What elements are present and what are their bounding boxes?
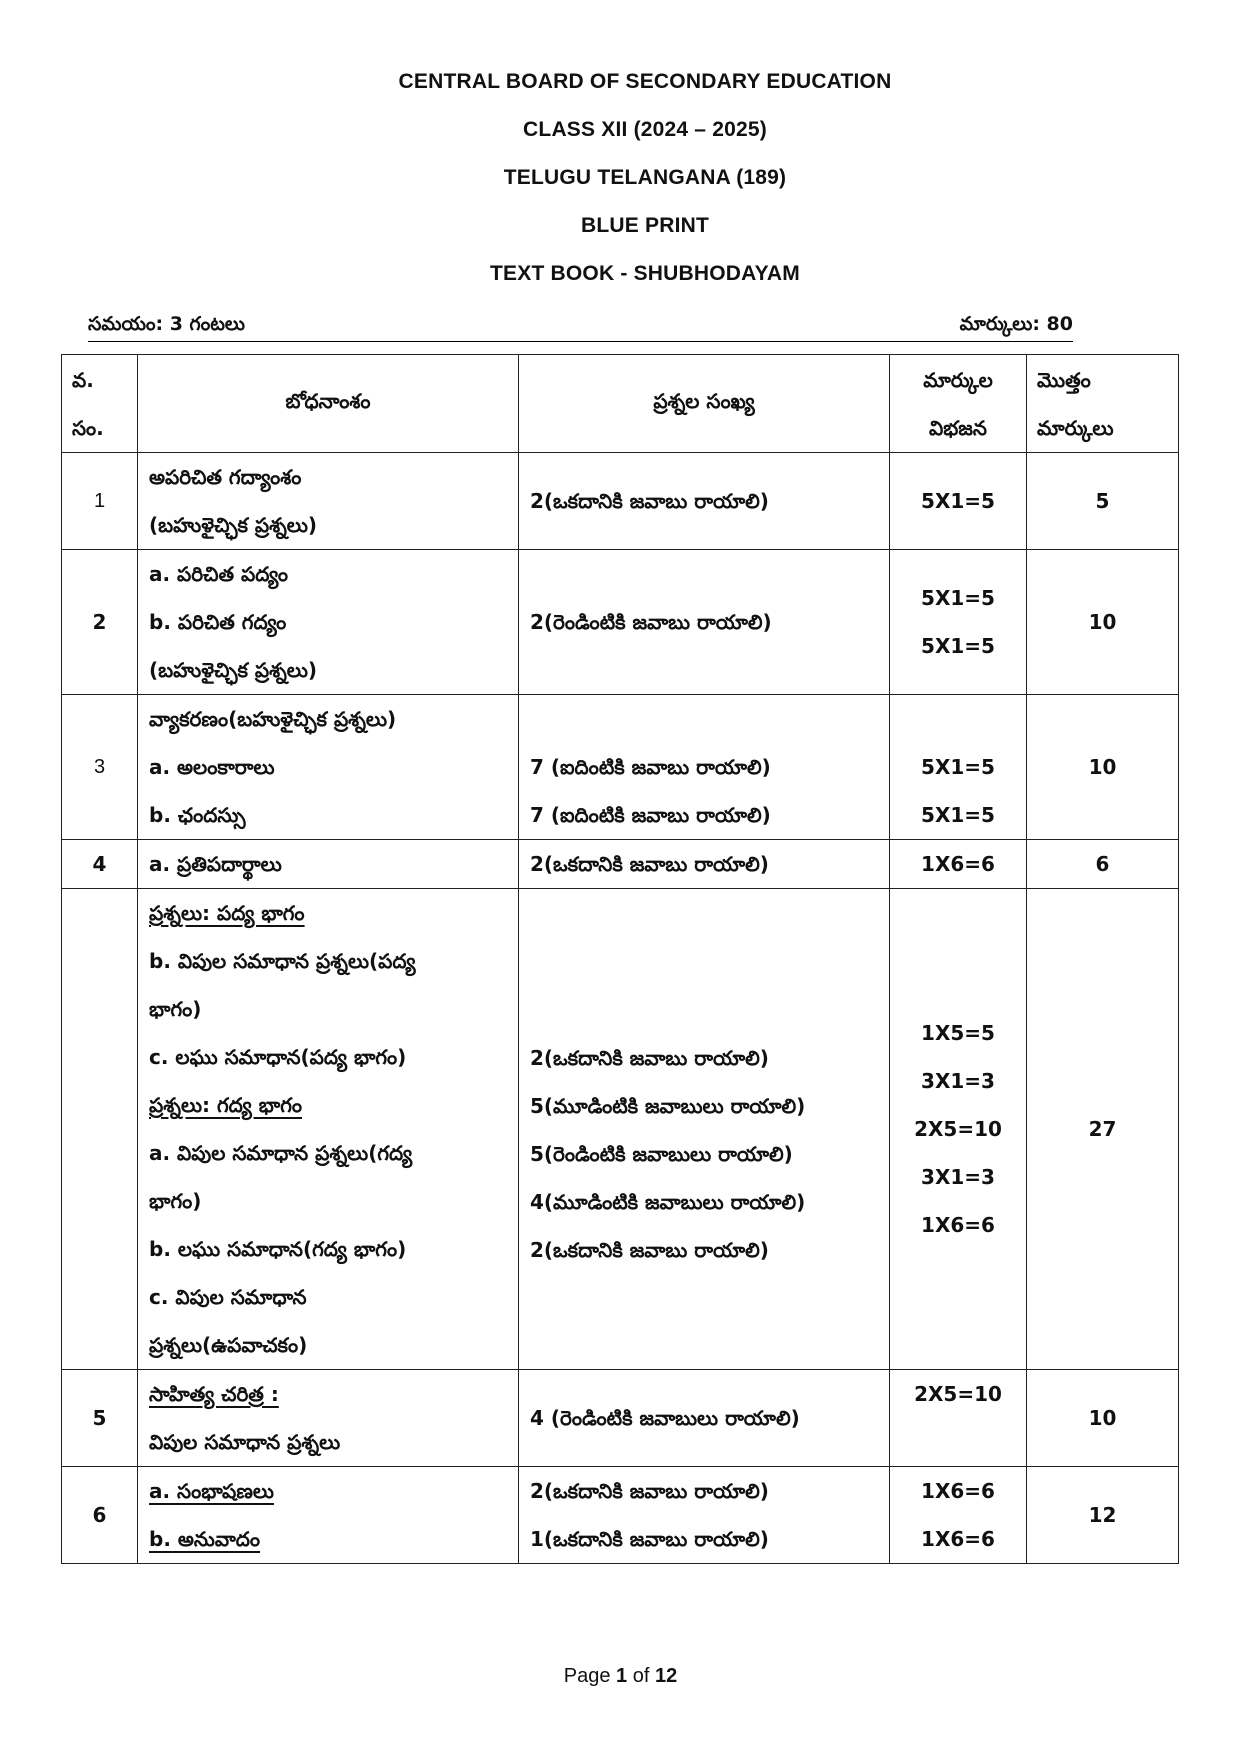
marks-label: మార్కులు: 80 (959, 313, 1073, 335)
row-marks-split: 5X1=5 5X1=5 (890, 550, 1027, 695)
footer-prefix: Page (563, 1665, 617, 1687)
header-topic: బోధనాంశం (138, 355, 519, 453)
row-sno: 2 (62, 550, 138, 695)
row-total: 10 (1027, 1370, 1179, 1467)
row-topic: సాహిత్య చరిత్ర : విపుల సమాధాన ప్రశ్నలు (138, 1370, 519, 1467)
table-row (62, 453, 1179, 550)
table-header-row (62, 355, 1179, 453)
row-total: 12 (1027, 1467, 1179, 1564)
header-sno: వ. సం. (62, 355, 138, 453)
row-sno: 4 (62, 840, 138, 889)
table-row (62, 695, 1179, 840)
table-row (62, 1370, 1179, 1467)
table-row (62, 840, 1179, 889)
blueprint-title: BLUE PRINT (581, 214, 709, 237)
row-marks-split: 5X1=5 5X1=5 (890, 695, 1027, 840)
footer-total-pages: 12 (654, 1665, 678, 1687)
row-topic: అపరిచిత గద్యాంశం (బహుళైచ్ఛిక ప్రశ్నలు) (138, 453, 519, 550)
row-total: 6 (1027, 840, 1179, 889)
row-questions: 2(ఒకదానికి జవాబు రాయాలి) 5(మూడింటికి జవాబులు రాయాలి) 5(రెండింటికి జవాబులు రాయాలి) 4(మూడింటికి జవాబులు రాయాలి) 2(ఒకదానికి జవాబు రాయాలి) (519, 889, 890, 1370)
header-questions: ప్రశ్నల సంఖ్య (519, 355, 890, 453)
table-row (62, 1467, 1179, 1564)
header-marks-split: మార్కుల విభజన (890, 355, 1027, 453)
row-topic: a. పరిచిత పద్యం b. పరిచిత గద్యం (బహుళైచ్ఛిక ప్రశ్నలు) (138, 550, 519, 695)
footer-of: of (627, 1665, 655, 1687)
table-row (62, 550, 1179, 695)
row-sno: 3 (62, 695, 138, 840)
row-marks-split: 1X6=6 1X6=6 (890, 1467, 1027, 1564)
row-total: 27 (1027, 889, 1179, 1370)
row-total: 10 (1027, 550, 1179, 695)
row-marks-split: 2X5=10 (890, 1370, 1027, 1467)
row-marks-split: 5X1=5 (890, 453, 1027, 550)
row-sno (62, 889, 138, 1370)
row-questions: 2(ఒకదానికి జవాబు రాయాలి) 1(ఒకదానికి జవాబు రాయాలి) (519, 1467, 890, 1564)
board-title: CENTRAL BOARD OF SECONDARY EDUCATION (398, 70, 892, 93)
row-topic: a. ప్రతిపదార్థాలు (138, 840, 519, 889)
row-topic: a. సంభాషణలు b. అనువాదం (138, 1467, 519, 1564)
row-total: 5 (1027, 453, 1179, 550)
table-row (62, 889, 1179, 1370)
class-title: CLASS XII (2024 – 2025) (523, 118, 767, 141)
row-questions: 4 (రెండింటికి జవాబులు రాయాలి) (519, 1370, 890, 1467)
row-marks-split: 1X5=5 3X1=3 2X5=10 3X1=3 1X6=6 (890, 889, 1027, 1370)
row-sno: 5 (62, 1370, 138, 1467)
textbook-title: TEXT BOOK - SHUBHODAYAM (490, 262, 800, 285)
row-sno: 6 (62, 1467, 138, 1564)
blueprint-table (61, 354, 1179, 1564)
meta-row (88, 313, 1073, 342)
row-total: 10 (1027, 695, 1179, 840)
footer-current-page: 1 (616, 1665, 628, 1687)
row-topic: ప్రశ్నలు: పద్య భాగం b. విపుల సమాధాన ప్రశ్నలు(పద్య భాగం) c. లఘు సమాధాన(పద్య భాగం) ప్రశ్నలు: గద్య భాగం a. విపుల సమాధాన ప్రశ్నలు(గద్య భాగం) b. లఘు సమాధాన(గద్య భాగం) c. విపుల సమాధాన ప్రశ్నలు(ఉపవాచకం) (138, 889, 519, 1370)
row-sno: 1 (62, 453, 138, 550)
subject-title: TELUGU TELANGANA (189) (503, 166, 787, 189)
row-questions: 2(ఒకదానికి జవాబు రాయాలి) (519, 840, 890, 889)
row-questions: 2(రెండింటికి జవాబు రాయాలి) (519, 550, 890, 695)
time-label: సమయం: 3 గంటలు (88, 313, 245, 335)
page-footer (0, 1665, 1241, 1688)
row-questions: 7 (ఐదింటికి జవాబు రాయాలి) 7 (ఐదింటికి జవాబు రాయాలి) (519, 695, 890, 840)
header-total-marks: మొత్తం మార్కులు (1027, 355, 1179, 453)
row-marks-split: 1X6=6 (890, 840, 1027, 889)
row-questions: 2(ఒకదానికి జవాబు రాయాలి) (519, 453, 890, 550)
row-topic: వ్యాకరణం(బహుళైచ్ఛిక ప్రశ్నలు) a. అలంకారాలు b. ఛందస్సు (138, 695, 519, 840)
